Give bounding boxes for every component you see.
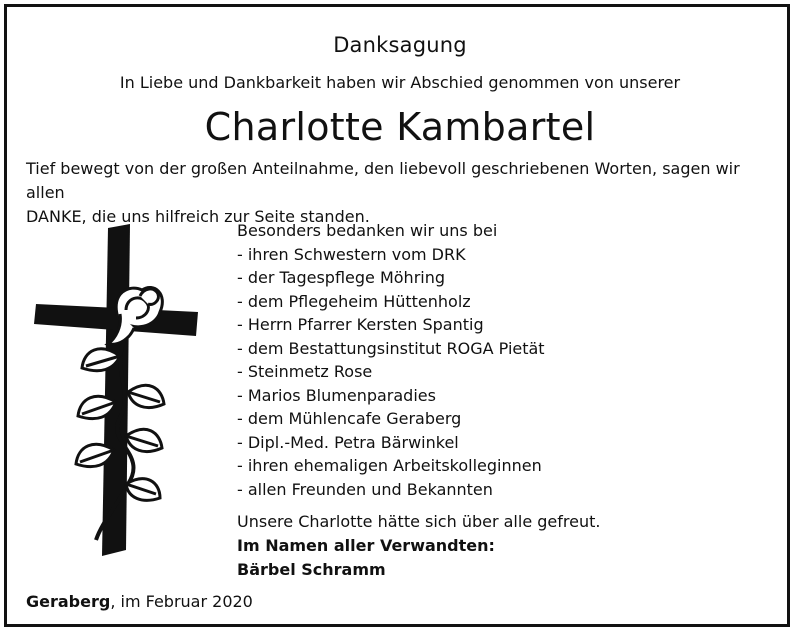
cross-with-rose-graphic xyxy=(30,222,215,562)
list-item: - allen Freunden und Bekannten xyxy=(237,479,493,499)
signature-intro: Im Namen aller Verwandten: xyxy=(237,536,495,555)
closing-line: Unsere Charlotte hätte sich über alle gefreut. xyxy=(237,512,601,531)
thanks-intro: Besonders bedanken wir uns bei xyxy=(237,221,498,240)
place-date xyxy=(26,592,253,611)
list-item: - Dipl.-Med. Petra Bärwinkel xyxy=(237,432,459,452)
list-item: - dem Pflegeheim Hüttenholz xyxy=(237,291,471,311)
date-text: , im Februar 2020 xyxy=(110,592,253,611)
cross-with-rose-icon xyxy=(30,222,215,562)
list-item: - Marios Blumenparadies xyxy=(237,385,436,405)
closing-block xyxy=(237,510,600,582)
list-item: - dem Bestattungsinstitut ROGA Pietät xyxy=(237,338,545,358)
intro-line: DANKE, die uns hilfreich zur Seite standen. xyxy=(26,207,370,226)
thanks-list xyxy=(237,219,545,501)
signature-name: Bärbel Schramm xyxy=(237,560,386,579)
list-item: - der Tagespflege Möhring xyxy=(237,268,446,287)
list-item: - Steinmetz Rose xyxy=(237,362,373,381)
notice-subline: In Liebe und Dankbarkeit haben wir Abschied genommen von unserer xyxy=(119,73,681,92)
notice-heading: Danksagung xyxy=(333,33,467,57)
place-name: Geraberg xyxy=(26,592,111,611)
deceased-name: Charlotte Kambartel xyxy=(204,105,596,149)
list-item: - Herrn Pfarrer Kersten Spantig xyxy=(237,315,484,334)
list-item: - dem Mühlencafe Geraberg xyxy=(237,409,462,428)
list-item: - ihren ehemaligen Arbeitskolleginnen xyxy=(237,456,542,475)
list-item: - ihren Schwestern vom DRK xyxy=(237,244,466,264)
intro-line: Tief bewegt von der großen Anteilnahme, den liebevoll geschriebenen Worten, sagen wir allen xyxy=(26,159,740,202)
